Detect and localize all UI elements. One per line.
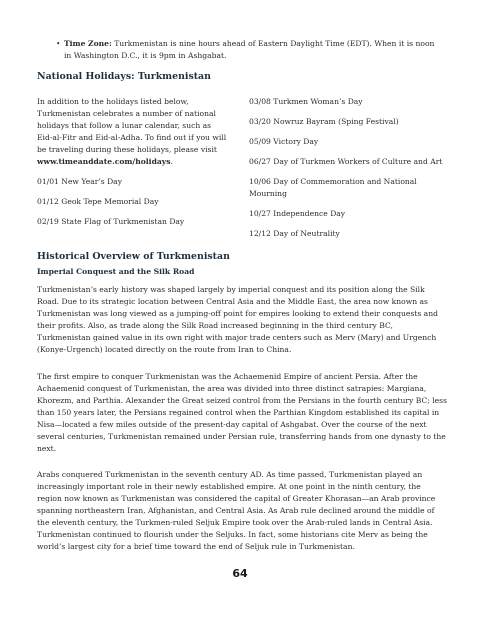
- holiday-item: 05/09 Victory Day: [249, 137, 319, 146]
- holiday-item: 01/12 Geok Tepe Memorial Day: [37, 197, 159, 206]
- holidays-right-column: [249, 96, 449, 248]
- history-subheading: Imperial Conquest and the Silk Road: [37, 267, 195, 276]
- holiday-item: 03/08 Turkmen Woman’s Day: [249, 97, 363, 106]
- history-paragraph: Arabs conquered Turkmenistan in the seventh century AD. As time passed, Turkmenistan played an increasingly important role in their newly established empire. At one point in the ninth century, the region now known as Turkmenistan was considered the capital of Greater Khorasan—an Arab province spanning northeastern Iran, Afghanistan, and Central Asia. As Arab rule declined around the middle of the eleventh century, the Turkmen-ruled Seljuk Empire took over the Arab-ruled lands in Central Asia. Turkmenistan continued to flourish under the Seljuks. In fact, some historians cite Merv as being the world’s largest city for a brief time toward the end of Seljuk rule in Turkmenistan.: [37, 470, 436, 551]
- history-paragraph: Turkmenistan’s early history was shaped largely by imperial conquest and its position along the Silk Road. Due to its strategic location between Central Asia and the Middle East, the area now known as Turkmenistan was long viewed as a jumping-off point for empires looking to extend their conquests and their profits. Also, as trade along the Silk Road increased beginning in the third century BC, Turkmenistan gained value in its own right with major trade centers such as Merv (Mary) and Urgench (Konye-Urgench) located directly on the route from Iran to China.: [37, 285, 438, 354]
- time-zone-label: Time Zone:: [64, 39, 112, 48]
- holidays-intro: [37, 96, 227, 168]
- holiday-item: 06/27 Day of Turkmen Workers of Culture and Art: [249, 157, 443, 166]
- holiday-item: 01/01 New Year’s Day: [37, 177, 122, 186]
- holidays-left-column: [37, 96, 227, 236]
- bullet-dot: •: [56, 39, 61, 48]
- holiday-item: 12/12 Day of Neutrality: [249, 229, 340, 238]
- holiday-item: 02/19 State Flag of Turkmenistan Day: [37, 217, 185, 226]
- page-number: 64: [232, 567, 248, 580]
- history-heading: Historical Overview of Turkmenistan: [37, 251, 230, 262]
- holiday-item: 03/20 Nowruz Bayram (Sping Festival): [249, 117, 399, 126]
- time-zone-bullet: [56, 38, 436, 62]
- history-paragraph: The first empire to conquer Turkmenistan was the Achaemenid Empire of ancient Persia. After the Achaemenid conquest of Turkmenistan, the area was divided into three distinct satrapies: Margiana, Khorezm, and Parthia. Alexander the Great seized control from the Persians in the fourth century BC; less than 150 years later, the Persians regained control when the Parthian Kingdom established its capital in Nisa—located a few miles outside of the present-day capital of Ashgabat. Over the course of the next several centuries, Turkmenistan remained under Persian rule, transferring hands from one dynasty to the next.: [37, 372, 447, 453]
- holidays-heading: National Holidays: Turkmenistan: [37, 71, 211, 82]
- holidays-intro-end: .: [170, 157, 173, 166]
- holidays-link[interactable]: www.​timeanddate.com/holidays: [37, 157, 171, 166]
- holiday-item: 10/06 Day of Commemoration and National Mourning: [249, 177, 417, 198]
- time-zone-text: Turkmenistan is nine hours ahead of Eastern Daylight Time (EDT). When it is noon in Washington D.C., it is 9pm in Ashgabat.: [64, 39, 435, 60]
- holidays-intro-text: In addition to the holidays listed below, Turkmenistan celebrates a number of national holidays that follow a lunar calendar, such as Eid-al-Fitr and Eid-al-Adha. To find out if you will be traveling during these holidays, please visit: [37, 97, 227, 154]
- holiday-item: 10/27 Independence Day: [249, 209, 346, 218]
